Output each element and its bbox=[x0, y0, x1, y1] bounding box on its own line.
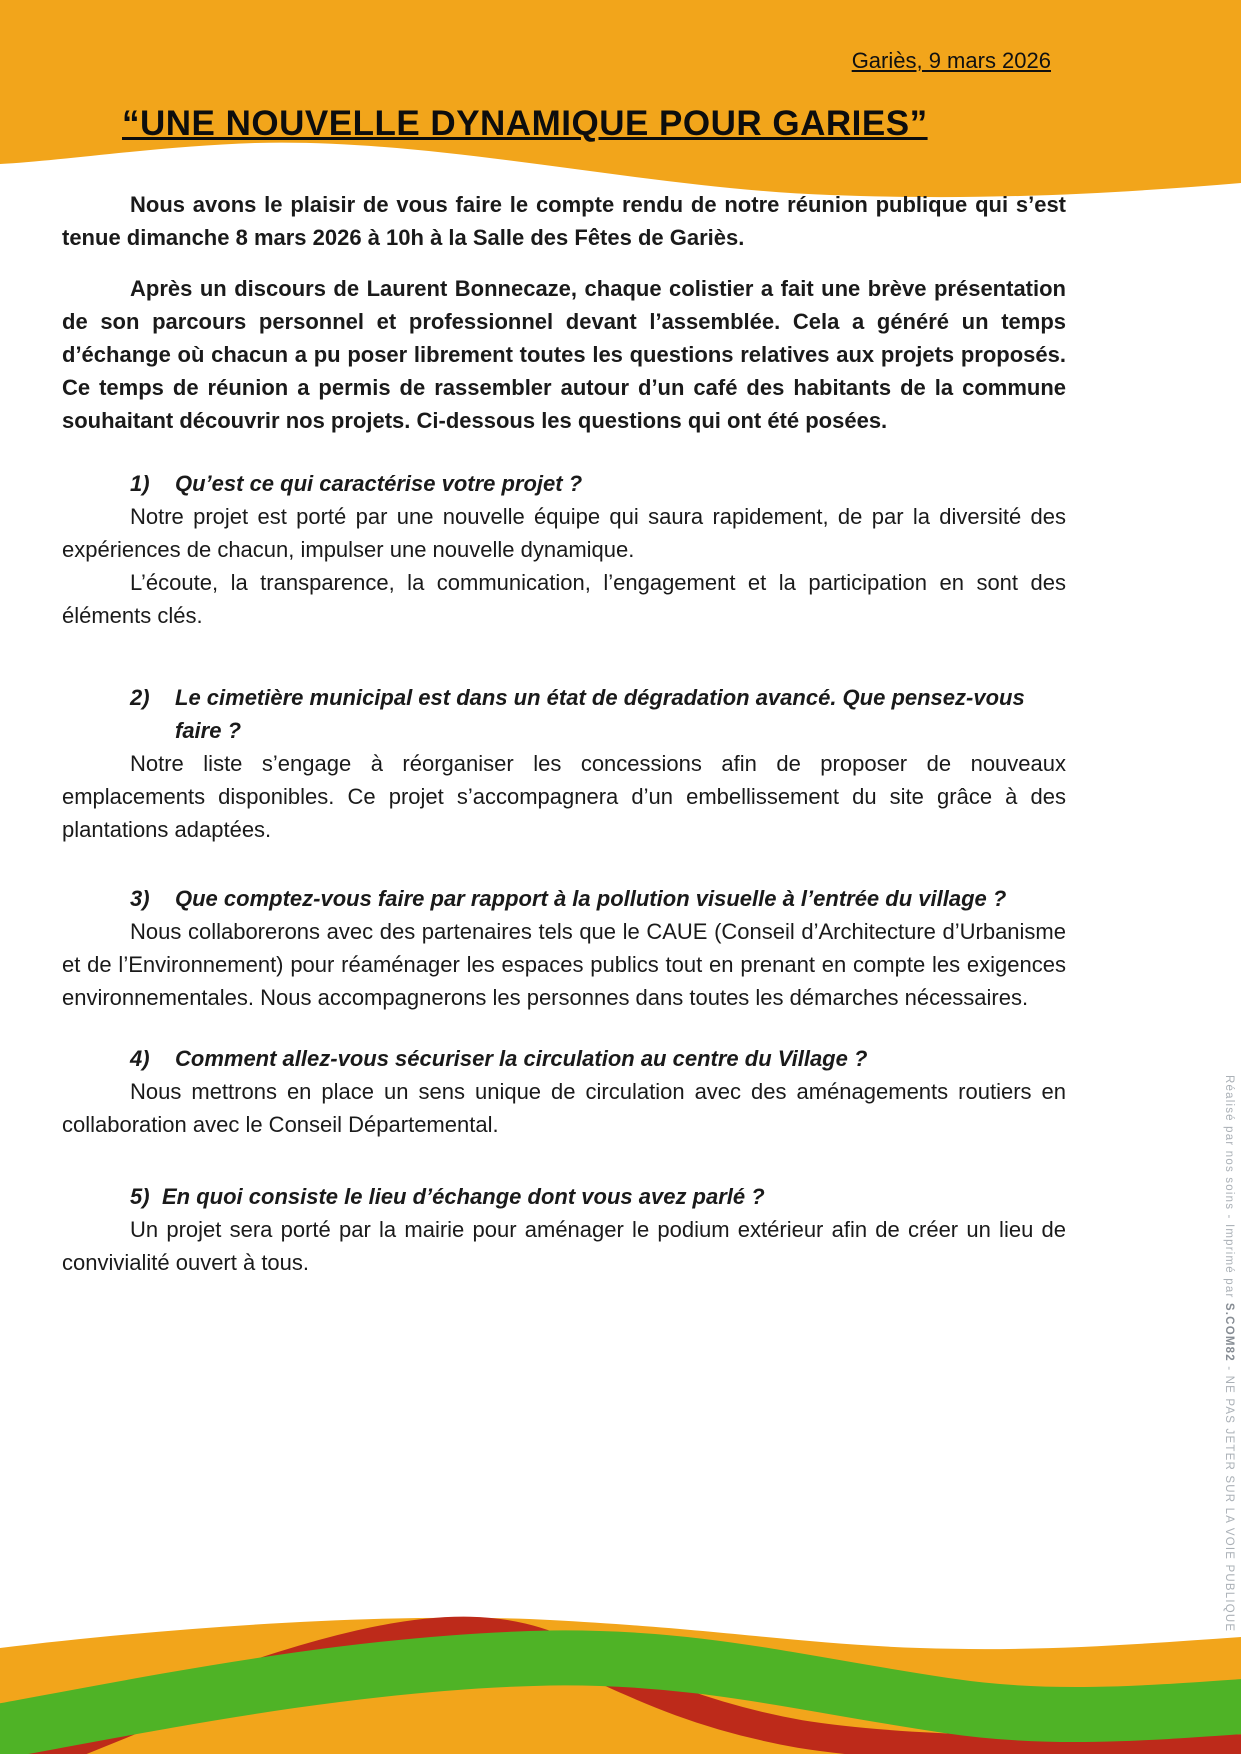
question-number: 5) bbox=[130, 1184, 150, 1209]
question-number: 4) bbox=[130, 1046, 150, 1071]
date-line: Gariès, 9 mars 2026 bbox=[851, 48, 1051, 73]
intro-paragraph: Après un discours de Laurent Bonnecaze, chaque colistier a fait une brève présentation de son parcours personnel et professionnel devant l’assemblée. Cela a généré un temps d’échange où chacun a pu poser librement toutes les questions relatives aux projets proposés. Ce temps de réunion a permis de rassembler autour d’un café des habitants de la commune souhaitant découvrir nos projets. Ci-dessous les questions qui ont été posées. bbox=[62, 276, 1066, 433]
answer-paragraph: Notre projet est porté par une nouvelle équipe qui saura rapidement, de par la diversité des expériences de chacun, impulser une nouvelle dynamique. bbox=[62, 504, 1066, 562]
intro-paragraph: Nous avons le plaisir de vous faire le compte rendu de notre réunion publique qui s’est tenue dimanche 8 mars 2026 à 10h à la Salle des Fêtes de Gariès. bbox=[62, 192, 1066, 250]
question-text: En quoi consiste le lieu d’échange dont vous avez parlé ? bbox=[162, 1184, 765, 1209]
question-number: 2) bbox=[130, 685, 150, 710]
document-body bbox=[62, 188, 1066, 1279]
answer-paragraph: Nous mettrons en place un sens unique de circulation avec des aménagements routiers en collaboration avec le Conseil Départemental. bbox=[62, 1079, 1066, 1137]
question-number: 1) bbox=[130, 471, 150, 496]
question-3 bbox=[130, 882, 1066, 915]
question-text: Le cimetière municipal est dans un état de dégradation avancé. Que pensez-vous faire ? bbox=[175, 685, 1025, 743]
answer-paragraph: Nous collaborerons avec des partenaires tels que le CAUE (Conseil d’Architecture d’Urbanisme et de l’Environnement) pour réaménager les espaces publics tout en prenant en compte les exigences environnementales. Nous accompagnerons les personnes dans toutes les démarches nécessaires. bbox=[62, 919, 1066, 1010]
question-1 bbox=[130, 467, 1066, 500]
page-title: “UNE NOUVELLE DYNAMIQUE POUR GARIES” bbox=[122, 104, 928, 144]
question-4 bbox=[130, 1042, 1066, 1075]
question-5 bbox=[130, 1180, 1066, 1213]
print-credit-brand: S.COM82 bbox=[1223, 1302, 1235, 1362]
print-credit-suffix: - NE PAS JETER SUR LA VOIE PUBLIQUE bbox=[1223, 1361, 1235, 1633]
question-text: Que comptez-vous faire par rapport à la pollution visuelle à l’entrée du village ? bbox=[175, 886, 1007, 911]
header-orange-shape bbox=[0, 0, 1241, 197]
print-credit-prefix: Réalisé par nos soins - Imprimé par bbox=[1223, 1075, 1235, 1303]
answer-paragraph: L’écoute, la transparence, la communication, l’engagement et la participation en sont des éléments clés. bbox=[62, 570, 1066, 628]
answer-paragraph: Notre liste s’engage à réorganiser les concessions afin de proposer de nouveaux emplacements disponibles. Ce projet s’accompagnera d’un embellissement du site grâce à des plantations adaptées. bbox=[62, 751, 1066, 842]
answer-paragraph: Un projet sera porté par la mairie pour aménager le podium extérieur afin de créer un lieu de convivialité ouvert à tous. bbox=[62, 1217, 1066, 1275]
question-number: 3) bbox=[130, 886, 150, 911]
question-text: Qu’est ce qui caractérise votre projet ? bbox=[175, 471, 583, 496]
footer-wave-graphic bbox=[0, 1584, 1241, 1754]
question-2 bbox=[130, 681, 1066, 747]
print-credit-vertical-text bbox=[1223, 1075, 1235, 1655]
question-text: Comment allez-vous sécuriser la circulation au centre du Village ? bbox=[175, 1046, 868, 1071]
